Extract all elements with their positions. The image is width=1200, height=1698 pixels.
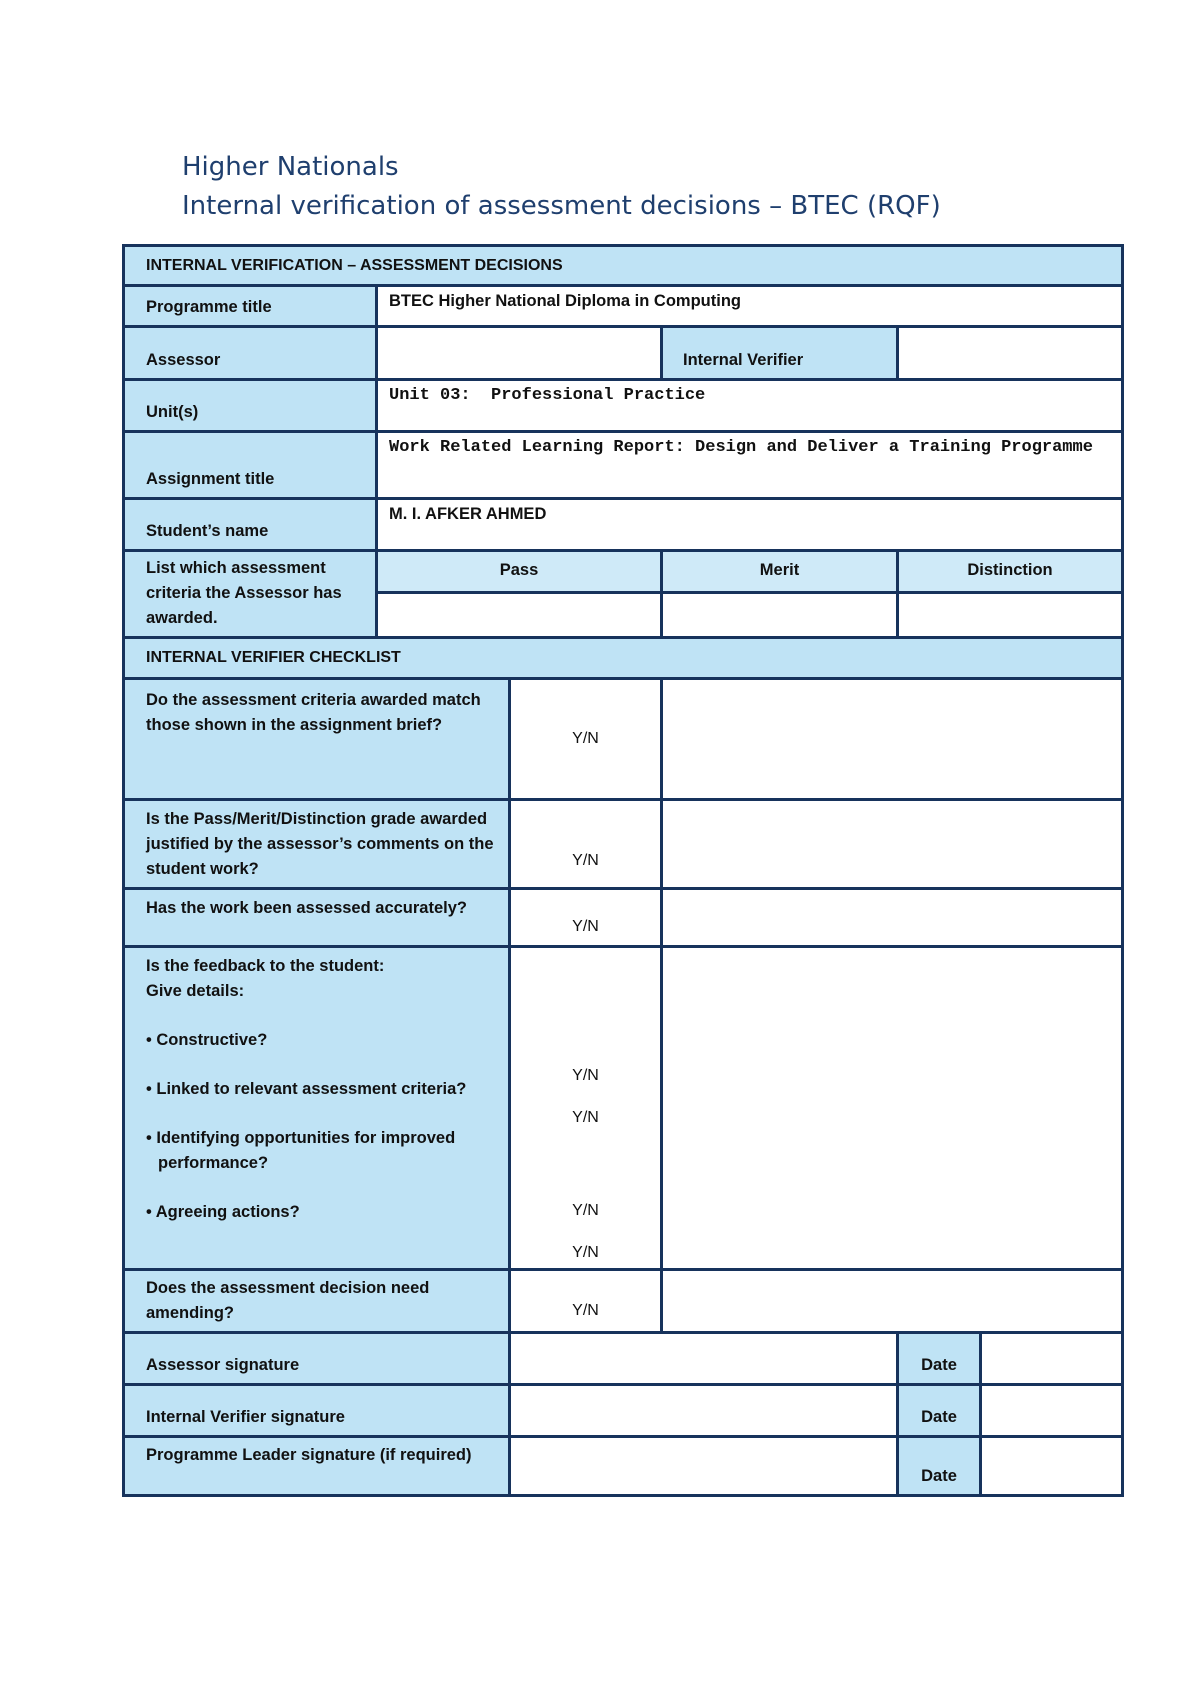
page-heading xyxy=(182,148,941,226)
feedback-give-details: Give details: xyxy=(146,982,245,1000)
pl-date-label: Date xyxy=(898,1437,981,1496)
section-title-verifier-checklist: INTERNAL VERIFIER CHECKLIST xyxy=(124,638,1123,679)
iv-signature-field[interactable] xyxy=(510,1385,898,1437)
criteria-awarded-label: List which assessment criteria the Assessor has awarded. xyxy=(124,551,377,638)
assignment-title-value[interactable]: Work Related Learning Report: Design and Deliver a Training Programme xyxy=(377,432,1123,499)
pl-date-field[interactable] xyxy=(981,1437,1123,1496)
heading-line-1: Higher Nationals xyxy=(182,152,399,182)
checklist-q4-yn-cell xyxy=(510,947,662,1270)
checklist-q4-comment[interactable] xyxy=(662,947,1123,1270)
distinction-criteria-value[interactable] xyxy=(898,592,1123,637)
checklist-q2-yn[interactable]: Y/N xyxy=(510,800,662,889)
pl-signature-label: Programme Leader signature (if required) xyxy=(124,1437,510,1496)
programme-title-label: Programme title xyxy=(124,286,377,327)
feedback-intro: Is the feedback to the student: xyxy=(146,957,385,975)
checklist-q4-yn-4[interactable]: Y/N xyxy=(572,1244,599,1261)
iv-date-field[interactable] xyxy=(981,1385,1123,1437)
feedback-item-linked: • Linked to relevant assessment criteria? xyxy=(146,1080,467,1098)
internal-verifier-label: Internal Verifier xyxy=(662,327,898,380)
feedback-item-constructive: • Constructive? xyxy=(146,1031,268,1049)
checklist-q1-comment[interactable] xyxy=(662,679,1123,800)
checklist-q4-yn-3[interactable]: Y/N xyxy=(572,1202,599,1219)
merit-header: Merit xyxy=(662,551,898,593)
assessor-value[interactable] xyxy=(377,327,662,380)
assessor-label: Assessor xyxy=(124,327,377,380)
merit-criteria-value[interactable] xyxy=(662,592,898,637)
unit-value[interactable]: Unit 03: Professional Practice xyxy=(377,380,1123,432)
student-name-label: Student’s name xyxy=(124,499,377,551)
feedback-item-actions: • Agreeing actions? xyxy=(146,1203,300,1221)
distinction-header: Distinction xyxy=(898,551,1123,593)
checklist-q3-yn[interactable]: Y/N xyxy=(510,889,662,947)
checklist-q3-comment[interactable] xyxy=(662,889,1123,947)
iv-signature-label: Internal Verifier signature xyxy=(124,1385,510,1437)
assessor-signature-field[interactable] xyxy=(510,1333,898,1385)
checklist-q5-yn[interactable]: Y/N xyxy=(510,1270,662,1333)
assessor-date-field[interactable] xyxy=(981,1333,1123,1385)
feedback-item-opportunities: • Identifying opportunities for improved performance? xyxy=(146,1129,456,1172)
checklist-q5-label: Does the assessment decision need amending? xyxy=(124,1270,510,1333)
checklist-q1-label: Do the assessment criteria awarded match those shown in the assignment brief? xyxy=(124,679,510,800)
assignment-title-label: Assignment title xyxy=(124,432,377,499)
internal-verifier-value[interactable] xyxy=(898,327,1123,380)
pass-header: Pass xyxy=(377,551,662,593)
iv-date-label: Date xyxy=(898,1385,981,1437)
pl-signature-field[interactable] xyxy=(510,1437,898,1496)
checklist-q3-label: Has the work been assessed accurately? xyxy=(124,889,510,947)
checklist-q4-yn-2[interactable]: Y/N xyxy=(572,1109,599,1126)
section-title-assessment-decisions: INTERNAL VERIFICATION – ASSESSMENT DECISIONS xyxy=(124,246,1123,286)
internal-verification-form xyxy=(122,244,1124,1497)
checklist-q4-label xyxy=(124,947,510,1270)
checklist-q5-comment[interactable] xyxy=(662,1270,1123,1333)
assessor-signature-label: Assessor signature xyxy=(124,1333,510,1385)
checklist-q2-comment[interactable] xyxy=(662,800,1123,889)
checklist-q2-label: Is the Pass/Merit/Distinction grade awarded justified by the assessor’s comments on the student work? xyxy=(124,800,510,889)
pass-criteria-value[interactable] xyxy=(377,592,662,637)
checklist-q1-yn[interactable]: Y/N xyxy=(510,679,662,800)
heading-line-2: Internal verification of assessment decisions – BTEC (RQF) xyxy=(182,191,941,221)
student-name-value[interactable]: M. I. AFKER AHMED xyxy=(377,499,1123,551)
checklist-q4-yn-1[interactable]: Y/N xyxy=(572,1067,599,1084)
programme-title-value[interactable]: BTEC Higher National Diploma in Computing xyxy=(377,286,1123,327)
unit-label: Unit(s) xyxy=(124,380,377,432)
assessor-date-label: Date xyxy=(898,1333,981,1385)
